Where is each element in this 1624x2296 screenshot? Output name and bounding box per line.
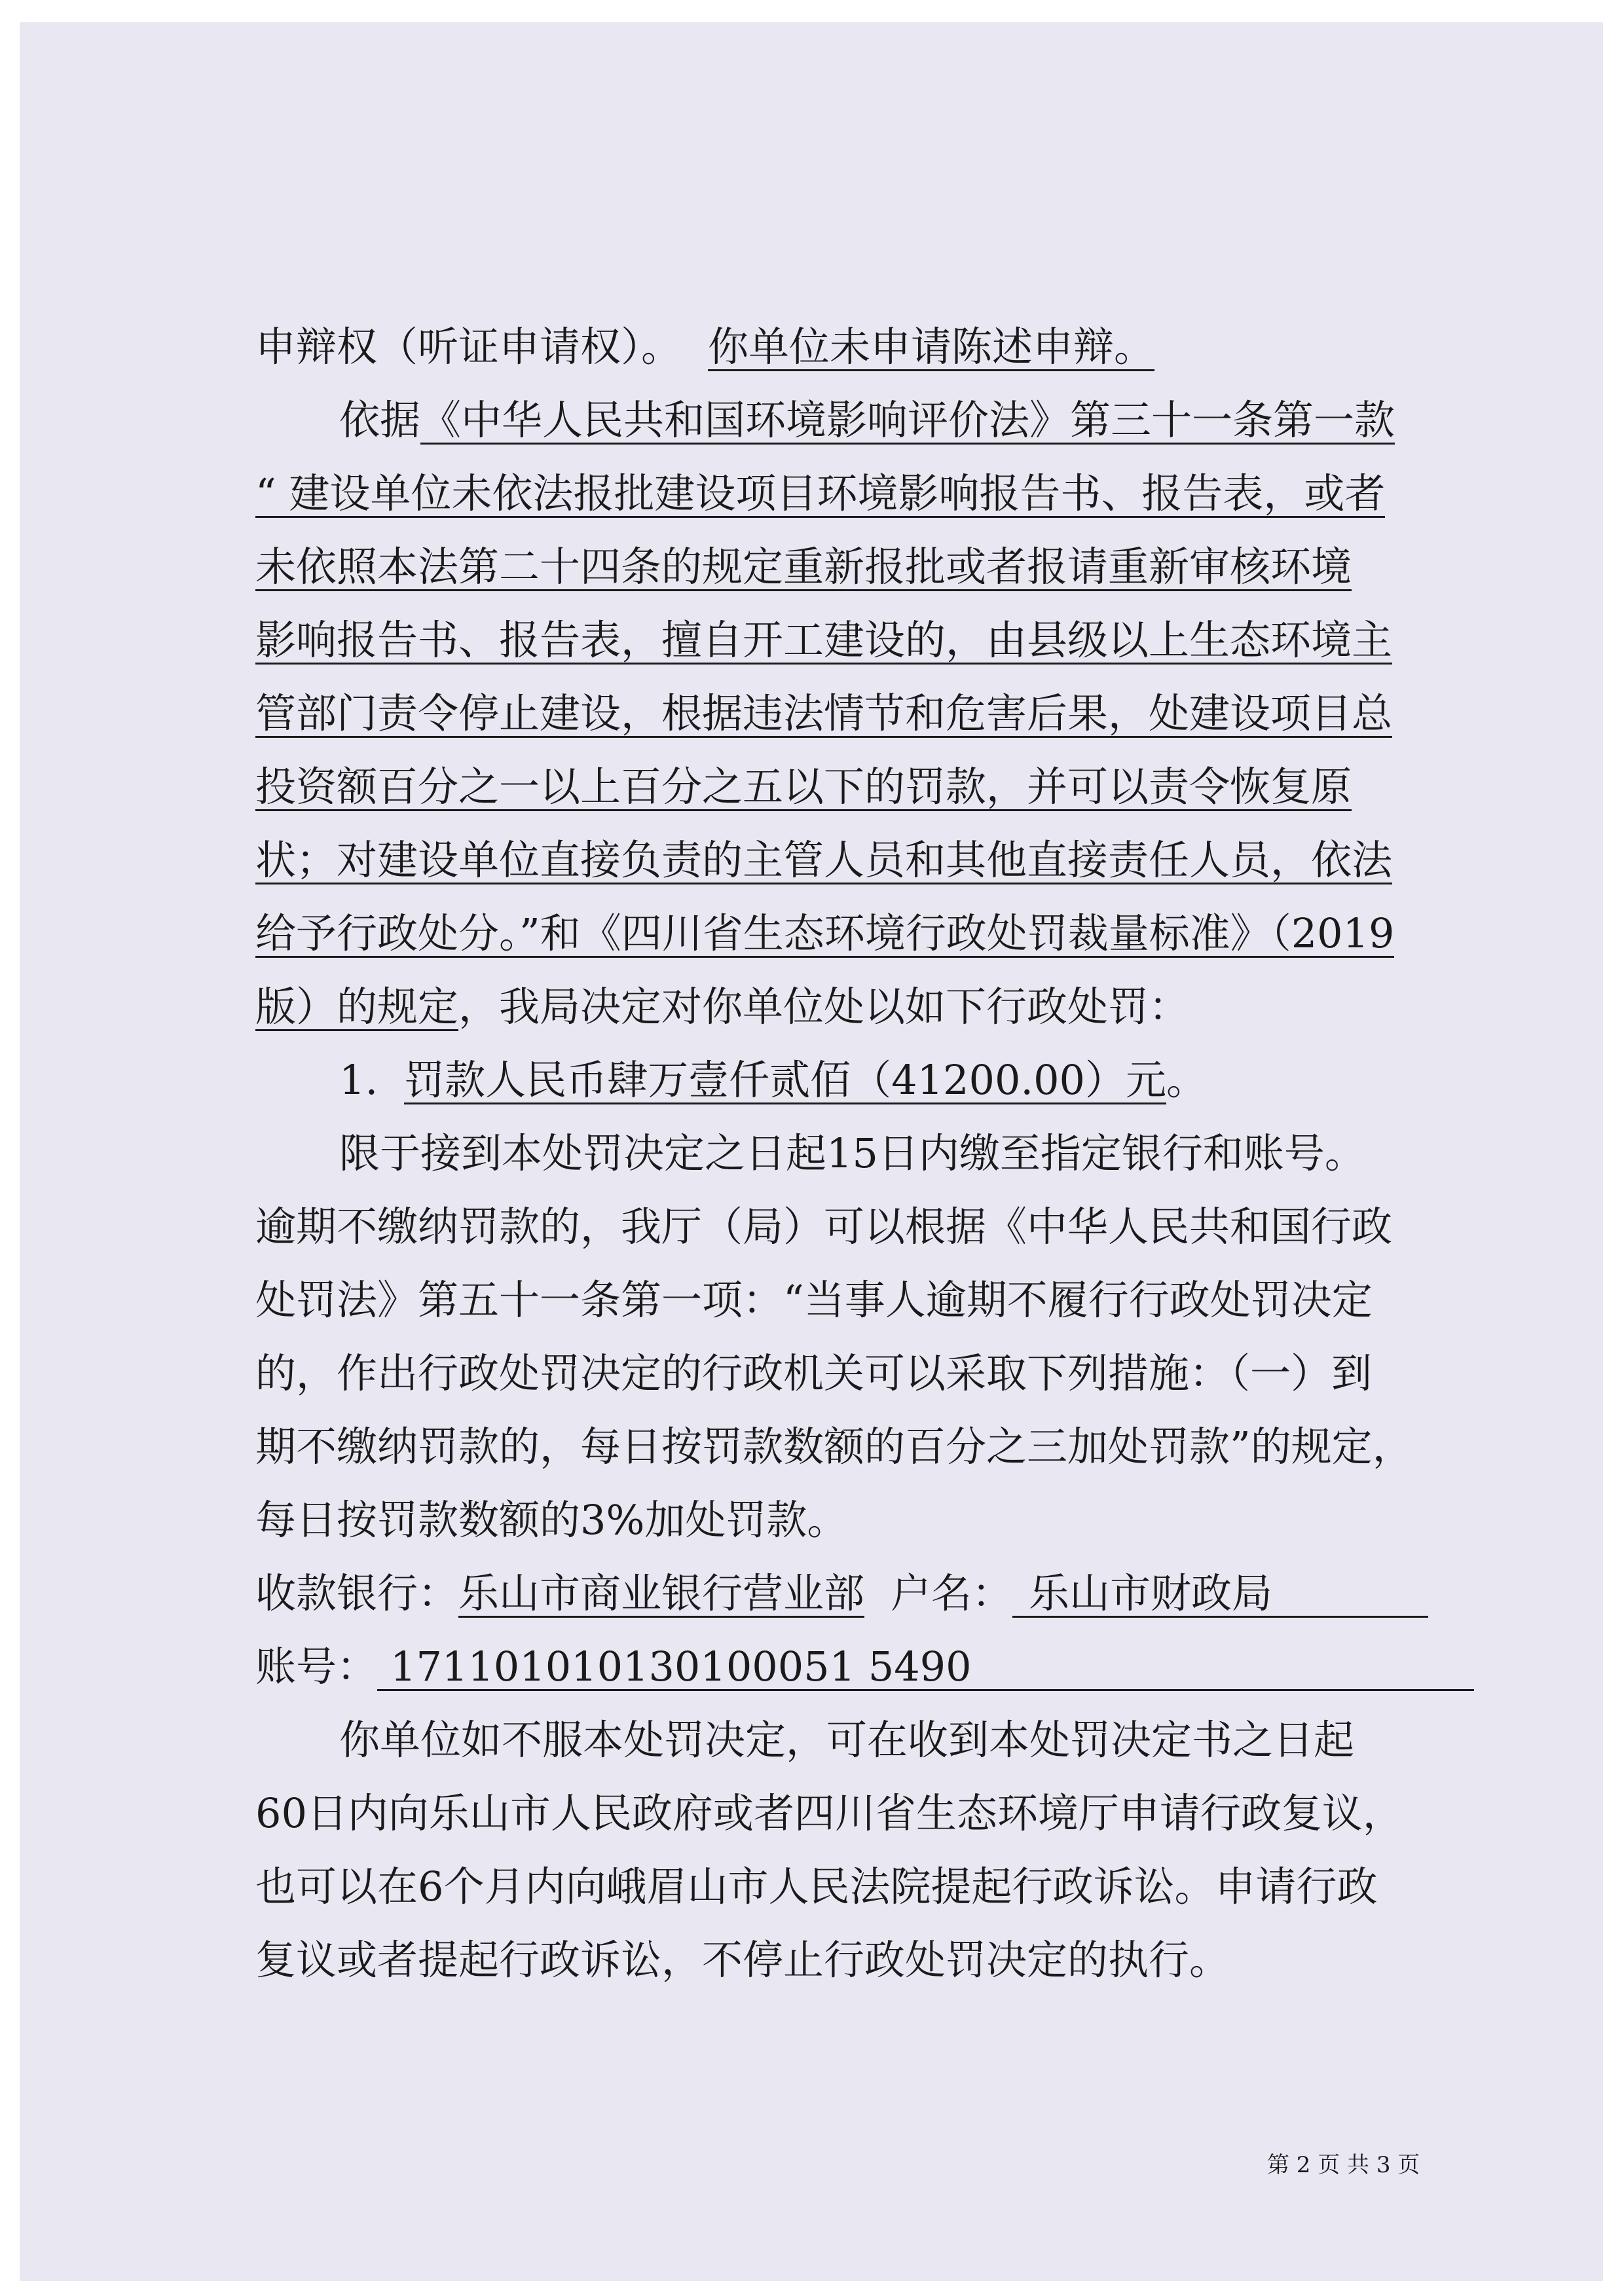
line-2: 依据《中华人民共和国环境影响评价法》第三十一条第一款	[339, 396, 1395, 444]
underlined-text: “ 建设单位未依法报批建设项目环境影响报告书、报告表，或者	[255, 469, 1386, 517]
line-20: 你单位如不服本处罚决定，可在收到本处罚决定书之日起	[339, 1716, 1355, 1764]
document-page	[20, 22, 1603, 2281]
line-9	[255, 897, 1467, 970]
line-15: 的，作出行政处罚决定的行政机关可以采取下列措施：（一）到	[255, 1349, 1373, 1397]
line-account: 账号： 171101010130100051 5490	[255, 1630, 1467, 1704]
underlined-text: 给予行政处分。”和《四川省生态环境行政处罚裁量标准》（2019	[255, 909, 1395, 957]
underlined-text: 版）的规定	[255, 983, 459, 1030]
line-7	[255, 750, 1467, 824]
line-16: 期不缴纳罚款的，每日按罚款数额的百分之三加处罚款”的规定，	[255, 1423, 1413, 1470]
line-1: 申辩权（听证申请权）。 你单位未申请陈述申辩。	[255, 323, 1155, 371]
bank-name: 乐山市商业银行营业部	[458, 1569, 865, 1617]
line-4	[255, 530, 1467, 604]
underlined-text: 你单位未申请陈述申辩。	[708, 323, 1155, 371]
line-13: 逾期不缴纳罚款的，我厅（局）可以根据《中华人民共和国行政	[255, 1203, 1393, 1250]
line-8	[255, 824, 1467, 897]
underlined-text: 未依照本法第二十四条的规定重新报批或者报请重新审核环境	[255, 543, 1352, 591]
underlined-text: 影响报告书、报告表，擅自开工建设的，由县级以上生态环境主	[255, 616, 1393, 664]
underlined-text: 管部门责令停止建设，根据违法情节和危害后果，处建设项目总	[255, 689, 1393, 737]
line-5	[255, 604, 1467, 677]
line-fine: 1. 罚款人民币肆万壹仟贰佰（41200.00）元。	[339, 1056, 1208, 1104]
document-body	[255, 310, 1467, 1997]
line-12: 限于接到本处罚决定之日起15日内缴至指定银行和账号。	[339, 1129, 1365, 1177]
line-10: 版）的规定，我局决定对你单位处以如下行政处罚：	[255, 983, 1190, 1030]
line-6	[255, 677, 1467, 750]
line-22: 也可以在6个月内向峨眉山市人民法院提起行政诉讼。申请行政	[255, 1863, 1378, 1910]
line-14: 处罚法》第五十一条第一项：“当事人逾期不履行行政处罚决定	[255, 1276, 1373, 1324]
line-21: 60日内向乐山市人民政府或者四川省生态环境厅申请行政复议，	[255, 1789, 1403, 1837]
account-number: 171101010130100051 5490	[377, 1645, 1474, 1691]
underlined-text: 状；对建设单位直接负责的主管人员和其他直接责任人员，依法	[255, 836, 1393, 884]
line-bank: 收款银行：乐山市商业银行营业部 户名： 乐山市财政局	[255, 1557, 1467, 1630]
underlined-text: 《中华人民共和国环境影响评价法》第三十一条第一款	[420, 396, 1395, 444]
account-holder: 乐山市财政局	[1012, 1571, 1428, 1618]
line-3	[255, 457, 1467, 530]
underlined-text: 投资额百分之一以上百分之五以下的罚款，并可以责令恢复原	[255, 763, 1352, 811]
page-number: 第 2 页 共 3 页	[1267, 2152, 1420, 2178]
line-17: 每日按罚款数额的3%加处罚款。	[255, 1496, 848, 1544]
fine-amount: 罚款人民币肆万壹仟贰佰（41200.00）元	[404, 1056, 1166, 1104]
line-23: 复议或者提起行政诉讼，不停止行政处罚决定的执行。	[255, 1936, 1230, 1984]
